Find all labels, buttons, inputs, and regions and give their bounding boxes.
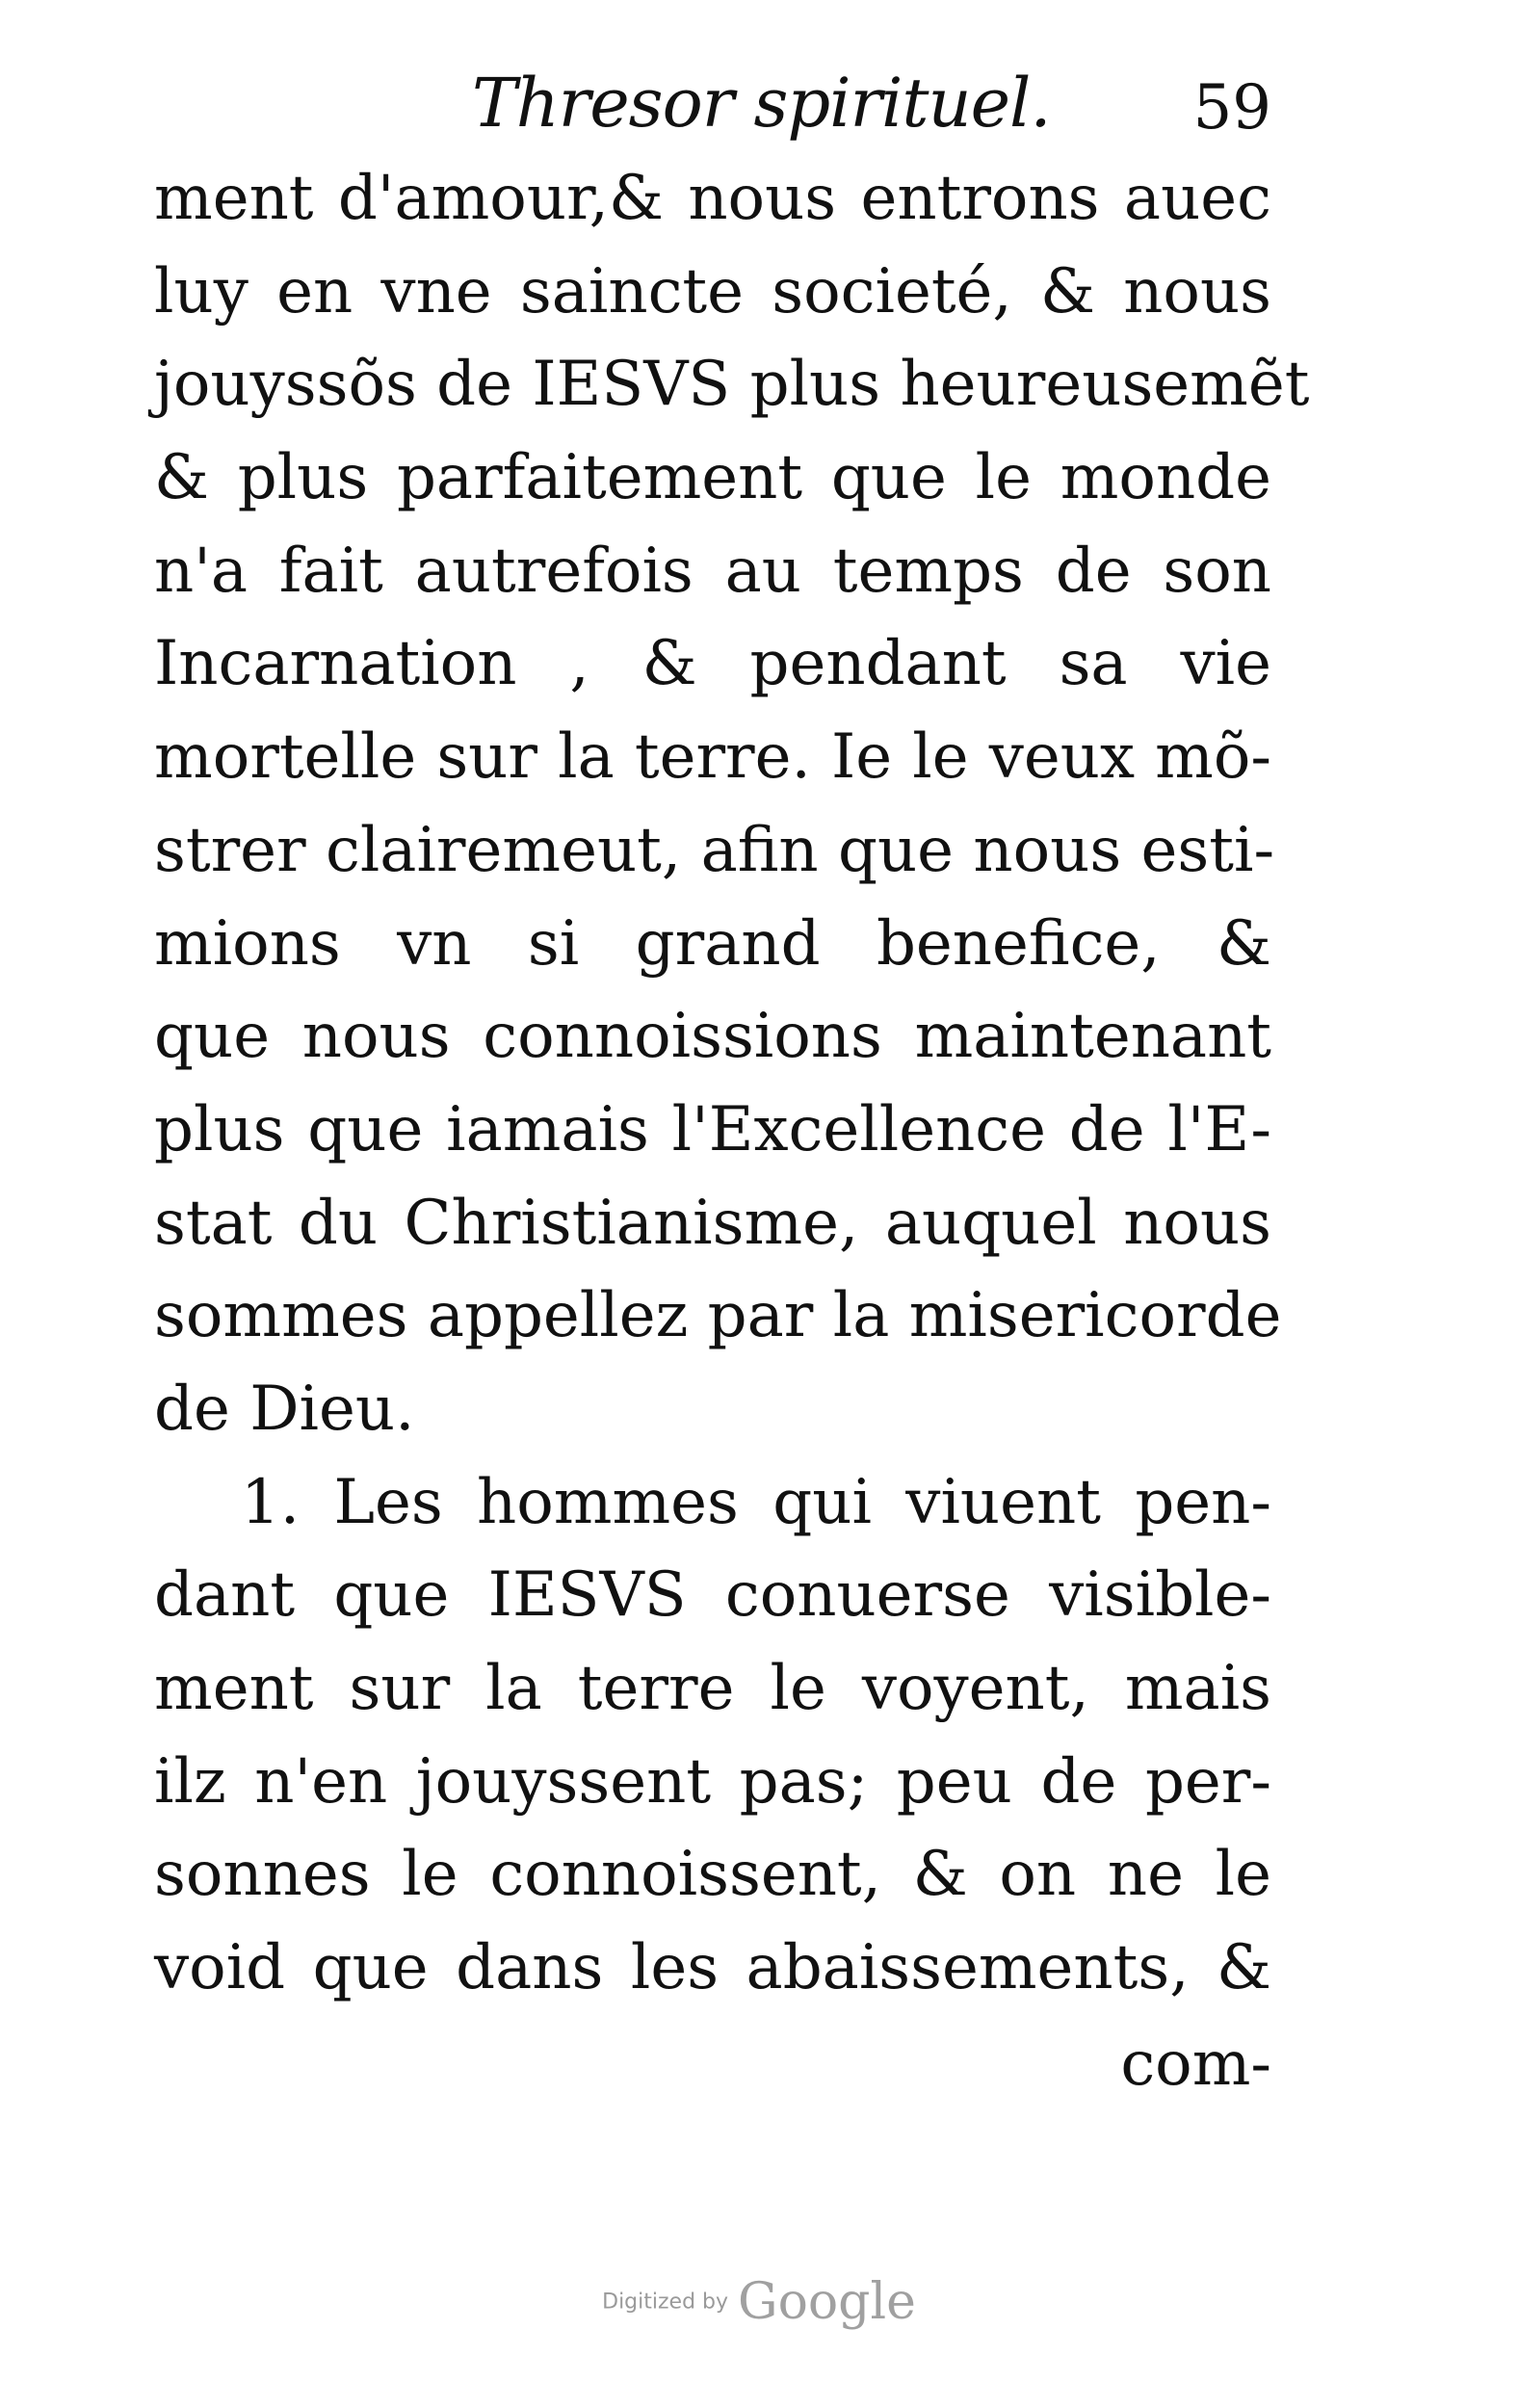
google-logo: Google: [738, 2273, 916, 2331]
text-line: sommes appellez par la misericorde: [154, 1280, 1282, 1352]
page-number: 59: [1192, 72, 1271, 144]
text-line: plus que iamais l'Excellence de l'E-: [154, 1093, 1271, 1165]
text-line: ilz n'en jouyssent pas; peu de per-: [154, 1745, 1271, 1818]
digitized-by-google-watermark: [0, 2273, 1518, 2331]
text-line: mortelle sur la terre. Ie le veux mõ-: [154, 721, 1271, 794]
page-header: [154, 50, 1271, 156]
running-title: Thresor spirituel.: [472, 64, 1051, 143]
numbered-paragraph-start: 1. Les hommes qui viuent pen-: [241, 1466, 1271, 1538]
text-line: mions vn si grand benefice, &: [154, 907, 1271, 980]
text-line: void que dans les abaissements, &: [154, 1932, 1271, 2004]
text-line: luy en vne saincte societé, & nous: [154, 255, 1271, 327]
body-text: [154, 152, 1310, 2015]
text-line: stat du Christianisme, auquel nous: [154, 1187, 1271, 1259]
text-line: Incarnation , & pendant sa vie: [154, 628, 1271, 700]
text-line: strer clairemeut, afin que nous esti-: [154, 814, 1275, 886]
text-line: & plus parfaitement que le monde: [154, 442, 1271, 514]
text-line: jouyssõs de IESVS plus heureusemẽt: [154, 349, 1310, 421]
text-line: ment sur la terre le voyent, mais: [154, 1653, 1271, 1724]
text-line: n'a fait autrefois au temps de son: [154, 535, 1271, 607]
text-line: ment d'amour,& nous entrons auec: [154, 163, 1271, 234]
paragraph-end-line: de Dieu.: [154, 1373, 415, 1445]
digitized-label: Digitized by: [602, 2290, 729, 2315]
catchword: com-: [1120, 2028, 1271, 2100]
text-line: sonnes le connoissent, & on ne le: [154, 1839, 1271, 1911]
text-line: dant que IESVS conuerse visible-: [154, 1559, 1271, 1632]
text-line: que nous connoissions maintenant: [154, 1001, 1271, 1073]
